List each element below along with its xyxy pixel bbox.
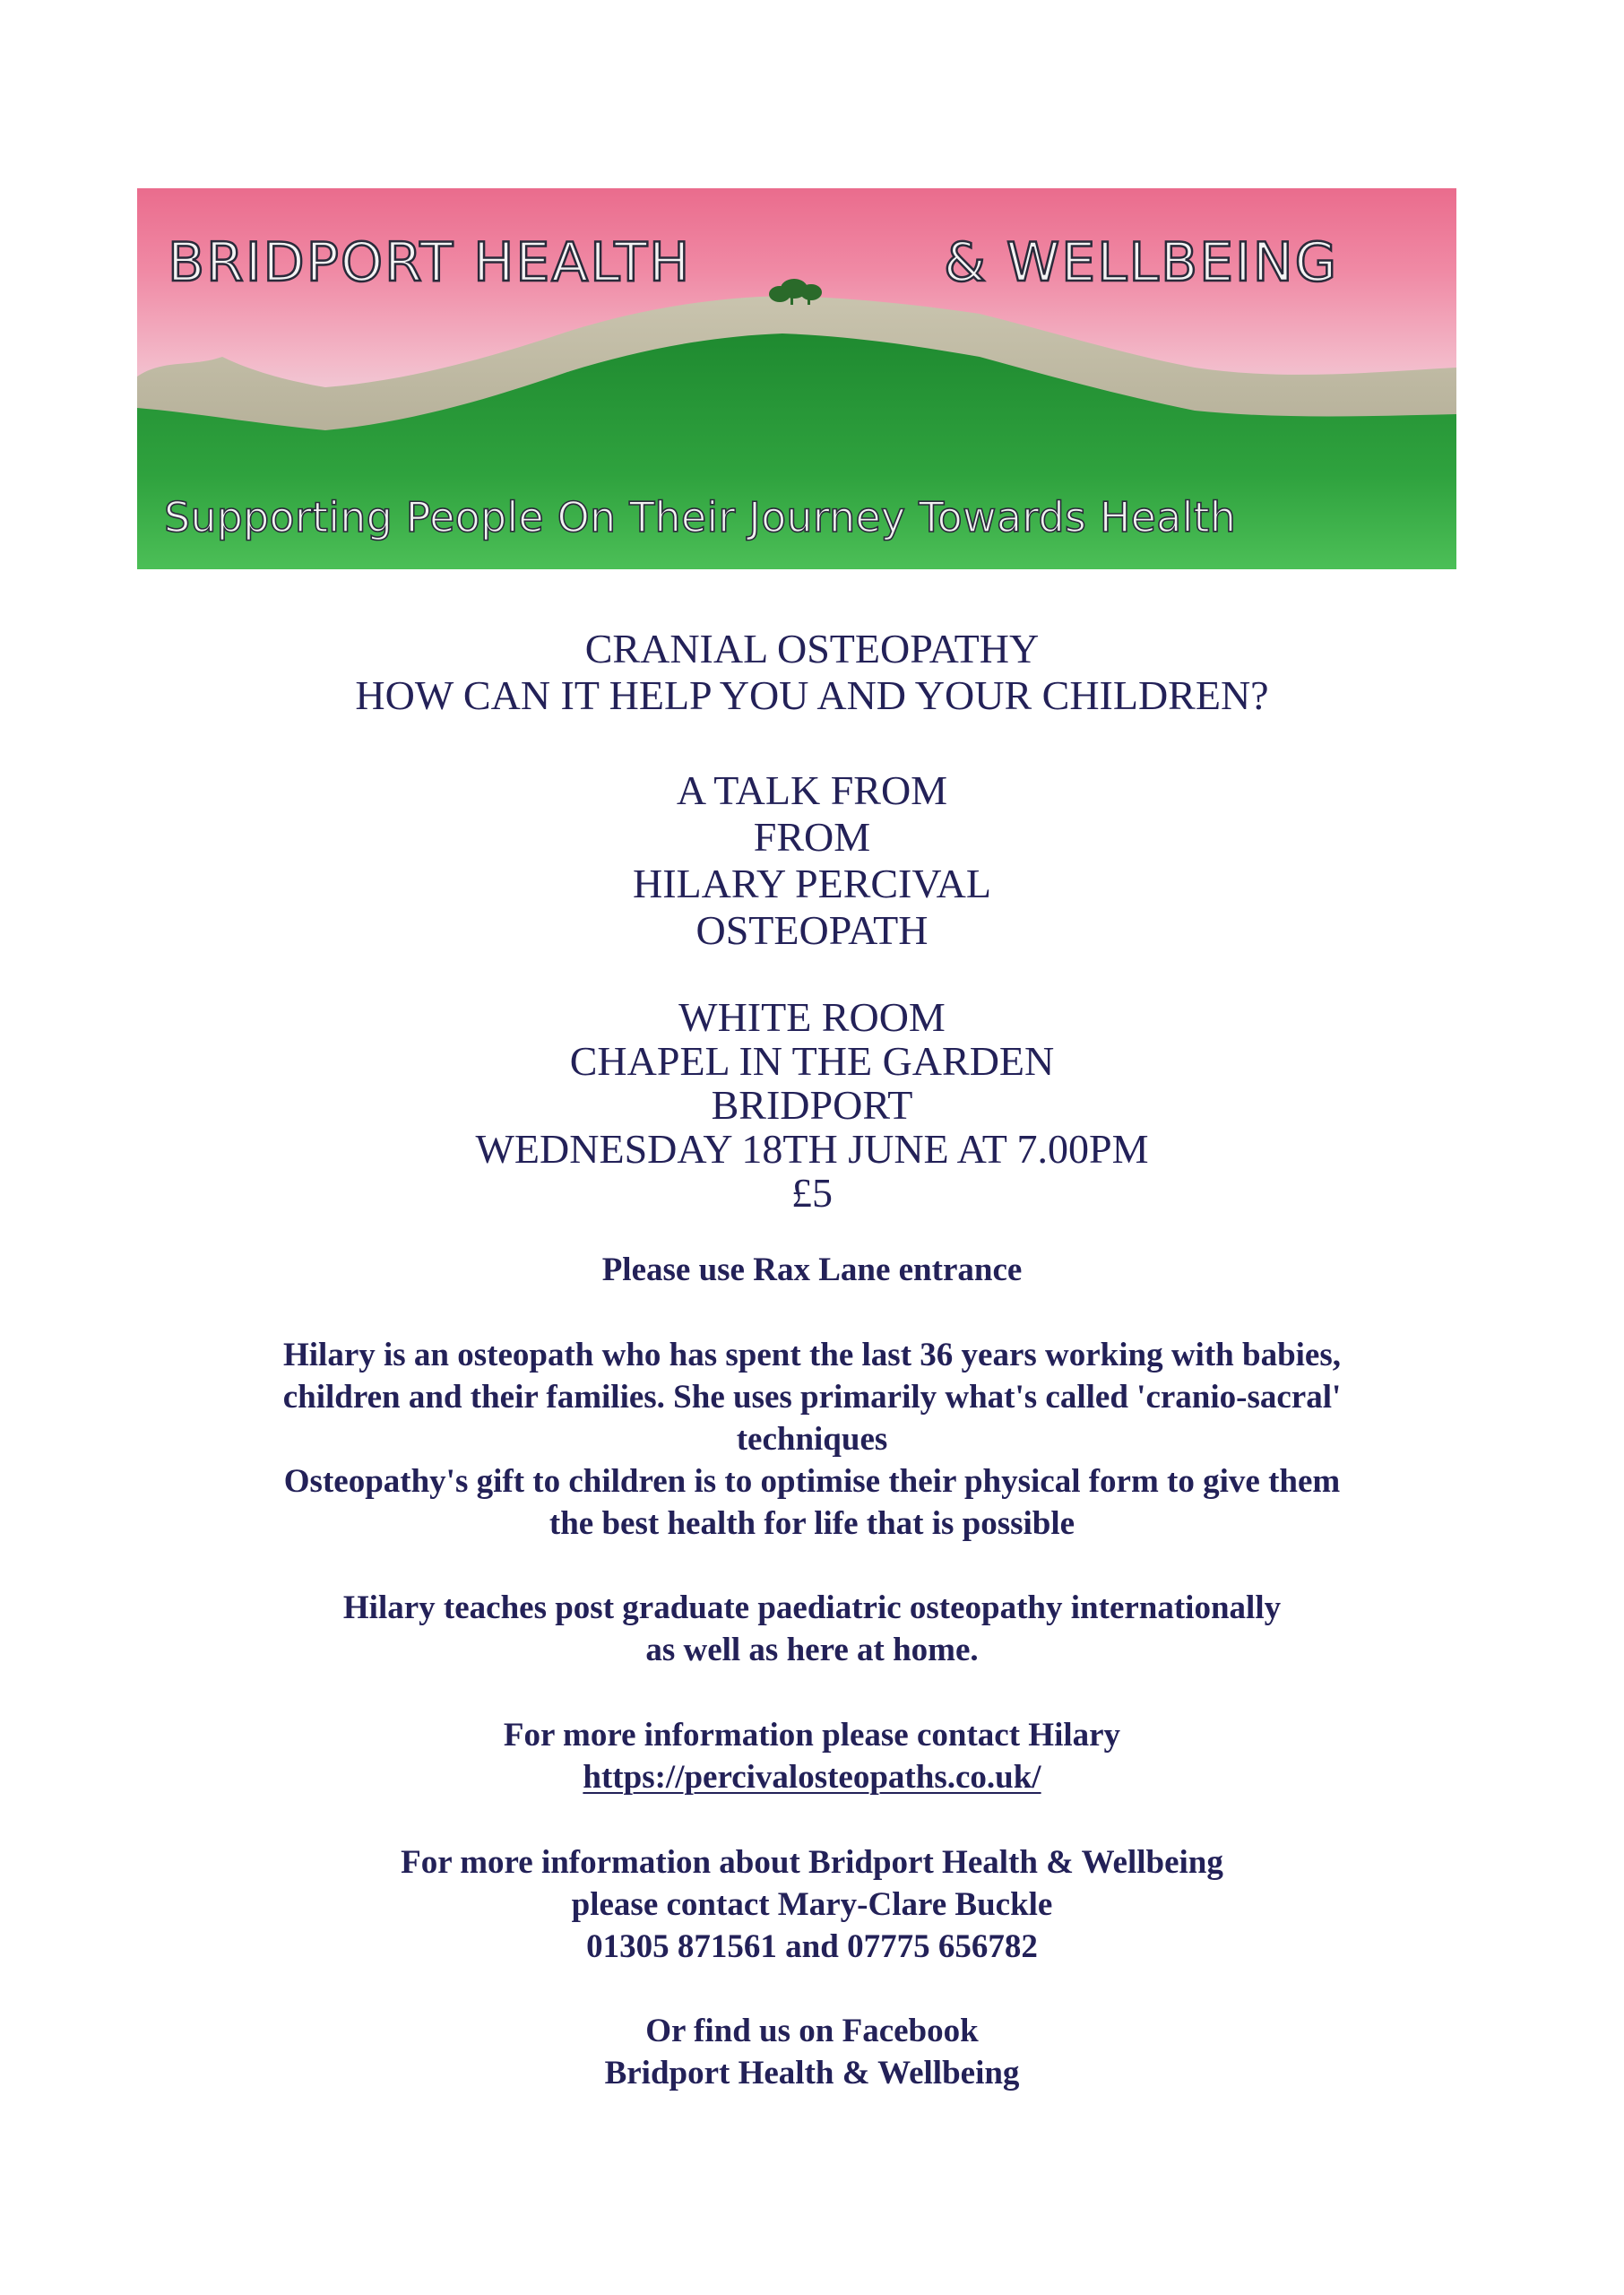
- contact-hilary-section: [0, 1714, 1624, 1798]
- event-headline: [0, 626, 1624, 719]
- banner-title-left: BRIDPORT HEALTH: [168, 231, 692, 294]
- website-link[interactable]: https://percivalosteopaths.co.uk/: [583, 1759, 1041, 1796]
- banner-title-right: & WELLBEING: [944, 231, 1339, 294]
- about-line-4: Osteopathy's gift to children is to optimise their physical form to give them: [283, 1463, 1341, 1500]
- speaker-role: OSTEOPATH: [695, 907, 929, 953]
- contact-bhw-section: [0, 1841, 1624, 1968]
- banner-image: [137, 188, 1456, 569]
- talk-line-1: A TALK FROM: [676, 767, 948, 813]
- about-line-2: children and their families. She uses primarily what's called 'cranio-sacral': [282, 1379, 1342, 1416]
- contact-bhw-line-1: For more information about Bridport Health & Wellbeing: [401, 1844, 1223, 1881]
- about-section: [0, 1334, 1624, 1545]
- headline-line-2: HOW CAN IT HELP YOU AND YOUR CHILDREN?: [355, 672, 1269, 718]
- contact-bhw-line-2: please contact Mary-Clare Buckle: [571, 1886, 1053, 1923]
- about-line-3: techniques: [736, 1421, 888, 1458]
- talk-section: [0, 767, 1624, 954]
- venue-section: [0, 995, 1624, 1215]
- teaching-section: [0, 1587, 1624, 1671]
- event-price: £5: [791, 1170, 833, 1216]
- venue-building: CHAPEL IN THE GARDEN: [569, 1038, 1055, 1084]
- entrance-note: Please use Rax Lane entrance: [601, 1251, 1023, 1288]
- venue-room: WHITE ROOM: [678, 994, 946, 1040]
- entrance-note-block: [0, 1249, 1624, 1291]
- teaching-line-1: Hilary teaches post graduate paediatric osteopathy internationally: [342, 1589, 1282, 1626]
- facebook-line: Or find us on Facebook: [645, 2013, 979, 2049]
- contact-phone-numbers: 01305 871561 and 07775 656782: [586, 1928, 1038, 1965]
- about-line-1: Hilary is an osteopath who has spent the last 36 years working with babies,: [282, 1337, 1341, 1373]
- facebook-section: [0, 2010, 1624, 2094]
- about-line-5: the best health for life that is possible: [549, 1505, 1075, 1542]
- talk-line-2: FROM: [753, 814, 871, 860]
- facebook-page-name: Bridport Health & Wellbeing: [604, 2055, 1020, 2091]
- headline-line-1: CRANIAL OSTEOPATHY: [584, 626, 1040, 671]
- banner-tagline: Supporting People On Their Journey Towards Health: [164, 493, 1237, 541]
- venue-town: BRIDPORT: [711, 1082, 913, 1128]
- speaker-name: HILARY PERCIVAL: [633, 861, 991, 906]
- teaching-line-2: as well as here at home.: [645, 1632, 979, 1668]
- event-datetime: WEDNESDAY 18TH JUNE AT 7.00PM: [475, 1126, 1149, 1172]
- contact-hilary-text: For more information please contact Hilary: [503, 1717, 1121, 1754]
